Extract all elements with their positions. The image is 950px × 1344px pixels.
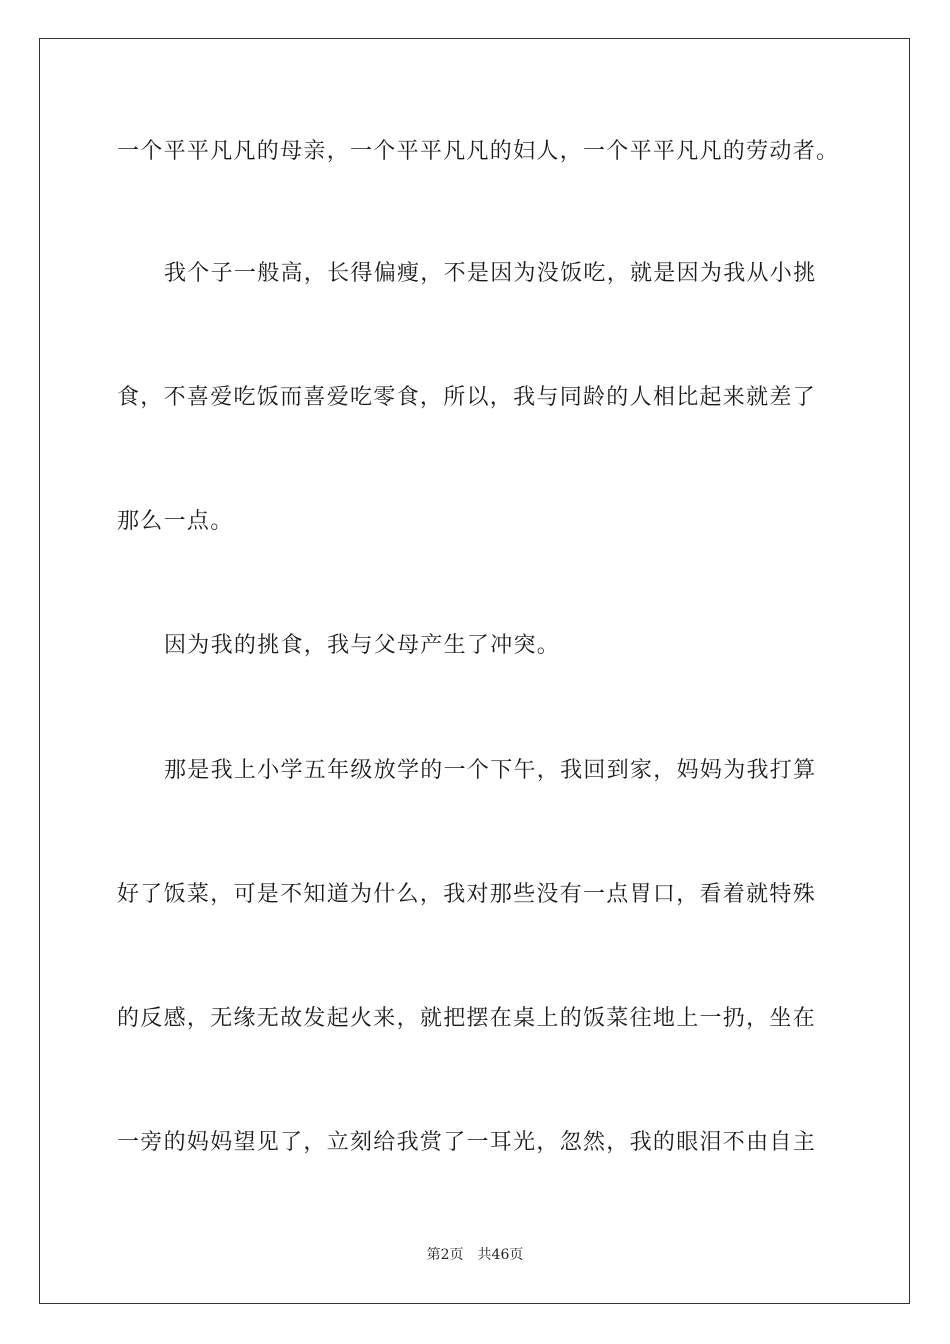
text-line-2: 我个子一般高，长得偏瘦，不是因为没饭吃，就是因为我从小挑 <box>164 261 817 286</box>
text-line-4: 那么一点。 <box>117 509 234 534</box>
text-line-9: 一旁的妈妈望见了，立刻给我赏了一耳光，忽然，我的眼泪不由自主 <box>117 1130 817 1155</box>
text-line-5: 因为我的挑食，我与父母产生了冲突。 <box>164 633 561 658</box>
page-total: 共46页 <box>477 1247 524 1263</box>
text-line-6: 那是我上小学五年级放学的一个下午，我回到家，妈妈为我打算 <box>164 758 817 783</box>
page-border <box>39 38 910 1304</box>
text-line-8: 的反感，无缘无故发起火来，就把摆在桌上的饭菜往地上一扔，坐在 <box>117 1006 817 1031</box>
page-footer <box>0 1245 950 1265</box>
page-number: 第2页 <box>426 1247 464 1263</box>
text-line-3: 食，不喜爱吃饭而喜爱吃零食，所以，我与同龄的人相比起来就差了 <box>117 385 817 410</box>
text-line-1: 一个平平凡凡的母亲，一个平平凡凡的妇人，一个平平凡凡的劳动者。 <box>117 139 840 164</box>
text-line-7: 好了饭菜，可是不知道为什么，我对那些没有一点胃口，看着就特殊 <box>117 882 817 907</box>
